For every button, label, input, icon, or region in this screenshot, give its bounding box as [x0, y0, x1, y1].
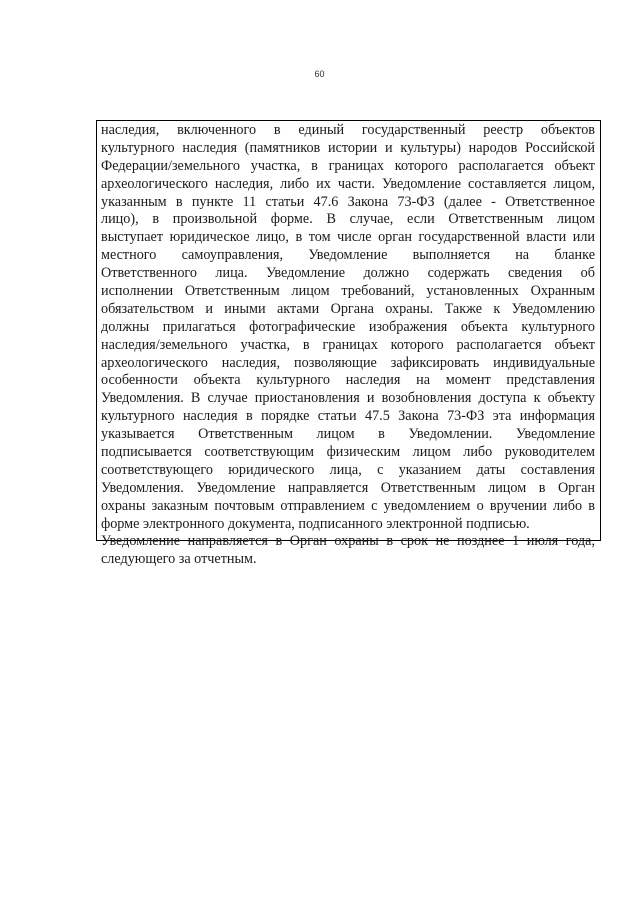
text-line: указанным в пункте 11 статьи 47.6 Закона 73-ФЗ (далее - Ответственное — [101, 193, 595, 210]
text-line: культурного наследия в порядке статьи 47.5 Закона 73-ФЗ эта информация — [101, 408, 595, 425]
text-line: местного самоуправления, Уведомление выполняется на бланке — [101, 247, 595, 264]
text-line: особенности объекта культурного наследия на момент представления — [101, 372, 595, 389]
text-line: охраны заказным почтовым отправлением с уведомлением о вручении либо в — [101, 497, 595, 514]
text-line: соответствующего юридического лица, с указанием даты составления — [101, 461, 595, 478]
text-line: следующего за отчетным. — [101, 551, 257, 568]
text-line: Ответственного лица. Уведомление должно содержать сведения об — [101, 265, 595, 282]
text-box — [96, 120, 601, 568]
page-number: 60 — [314, 69, 325, 79]
text-line: культурного наследия (памятников истории и культуры) народов Российской — [101, 139, 595, 156]
text-line: археологического наследия, позволяющие зафиксировать индивидуальные — [101, 354, 595, 371]
text-line: Федерации/земельного участка, в границах которого располагается объект — [101, 157, 595, 174]
text-line: археологического наследия, либо их части. Уведомление составляется лицом, — [101, 175, 595, 192]
text-line: форме электронного документа, подписанного электронной подписью. — [101, 515, 530, 532]
text-line: указывается Ответственным лицом в Уведомлении. Уведомление — [101, 426, 595, 443]
text-line: должны прилагаться фотографические изображения объекта культурного — [101, 318, 595, 335]
text-line: подписывается соответствующим физическим лицом либо руководителем — [101, 444, 595, 461]
text-line: лицо), в произвольной форме. В случае, если Ответственным лицом — [101, 211, 595, 228]
text-line: выступает юридическое лицо, в том числе орган государственной власти или — [101, 229, 595, 246]
text-line: наследия, включенного в единый государственный реестр объектов — [101, 122, 595, 138]
text-line: Уведомления. В случае приостановления и возобновления доступа к объекту — [101, 390, 595, 407]
text-line: Уведомления. Уведомление направляется Ответственным лицом в Орган — [101, 479, 595, 496]
text-line: исполнении Ответственным лицом требований, установленных Охранным — [101, 283, 595, 300]
text-line: наследия/земельного участка, в границах которого располагается объект — [101, 336, 595, 353]
text-line: Уведомление направляется в Орган охраны в срок не позднее 1 июля года, — [101, 533, 595, 550]
text-line: обязательством и иными актами Органа охраны. Также к Уведомлению — [101, 300, 595, 317]
